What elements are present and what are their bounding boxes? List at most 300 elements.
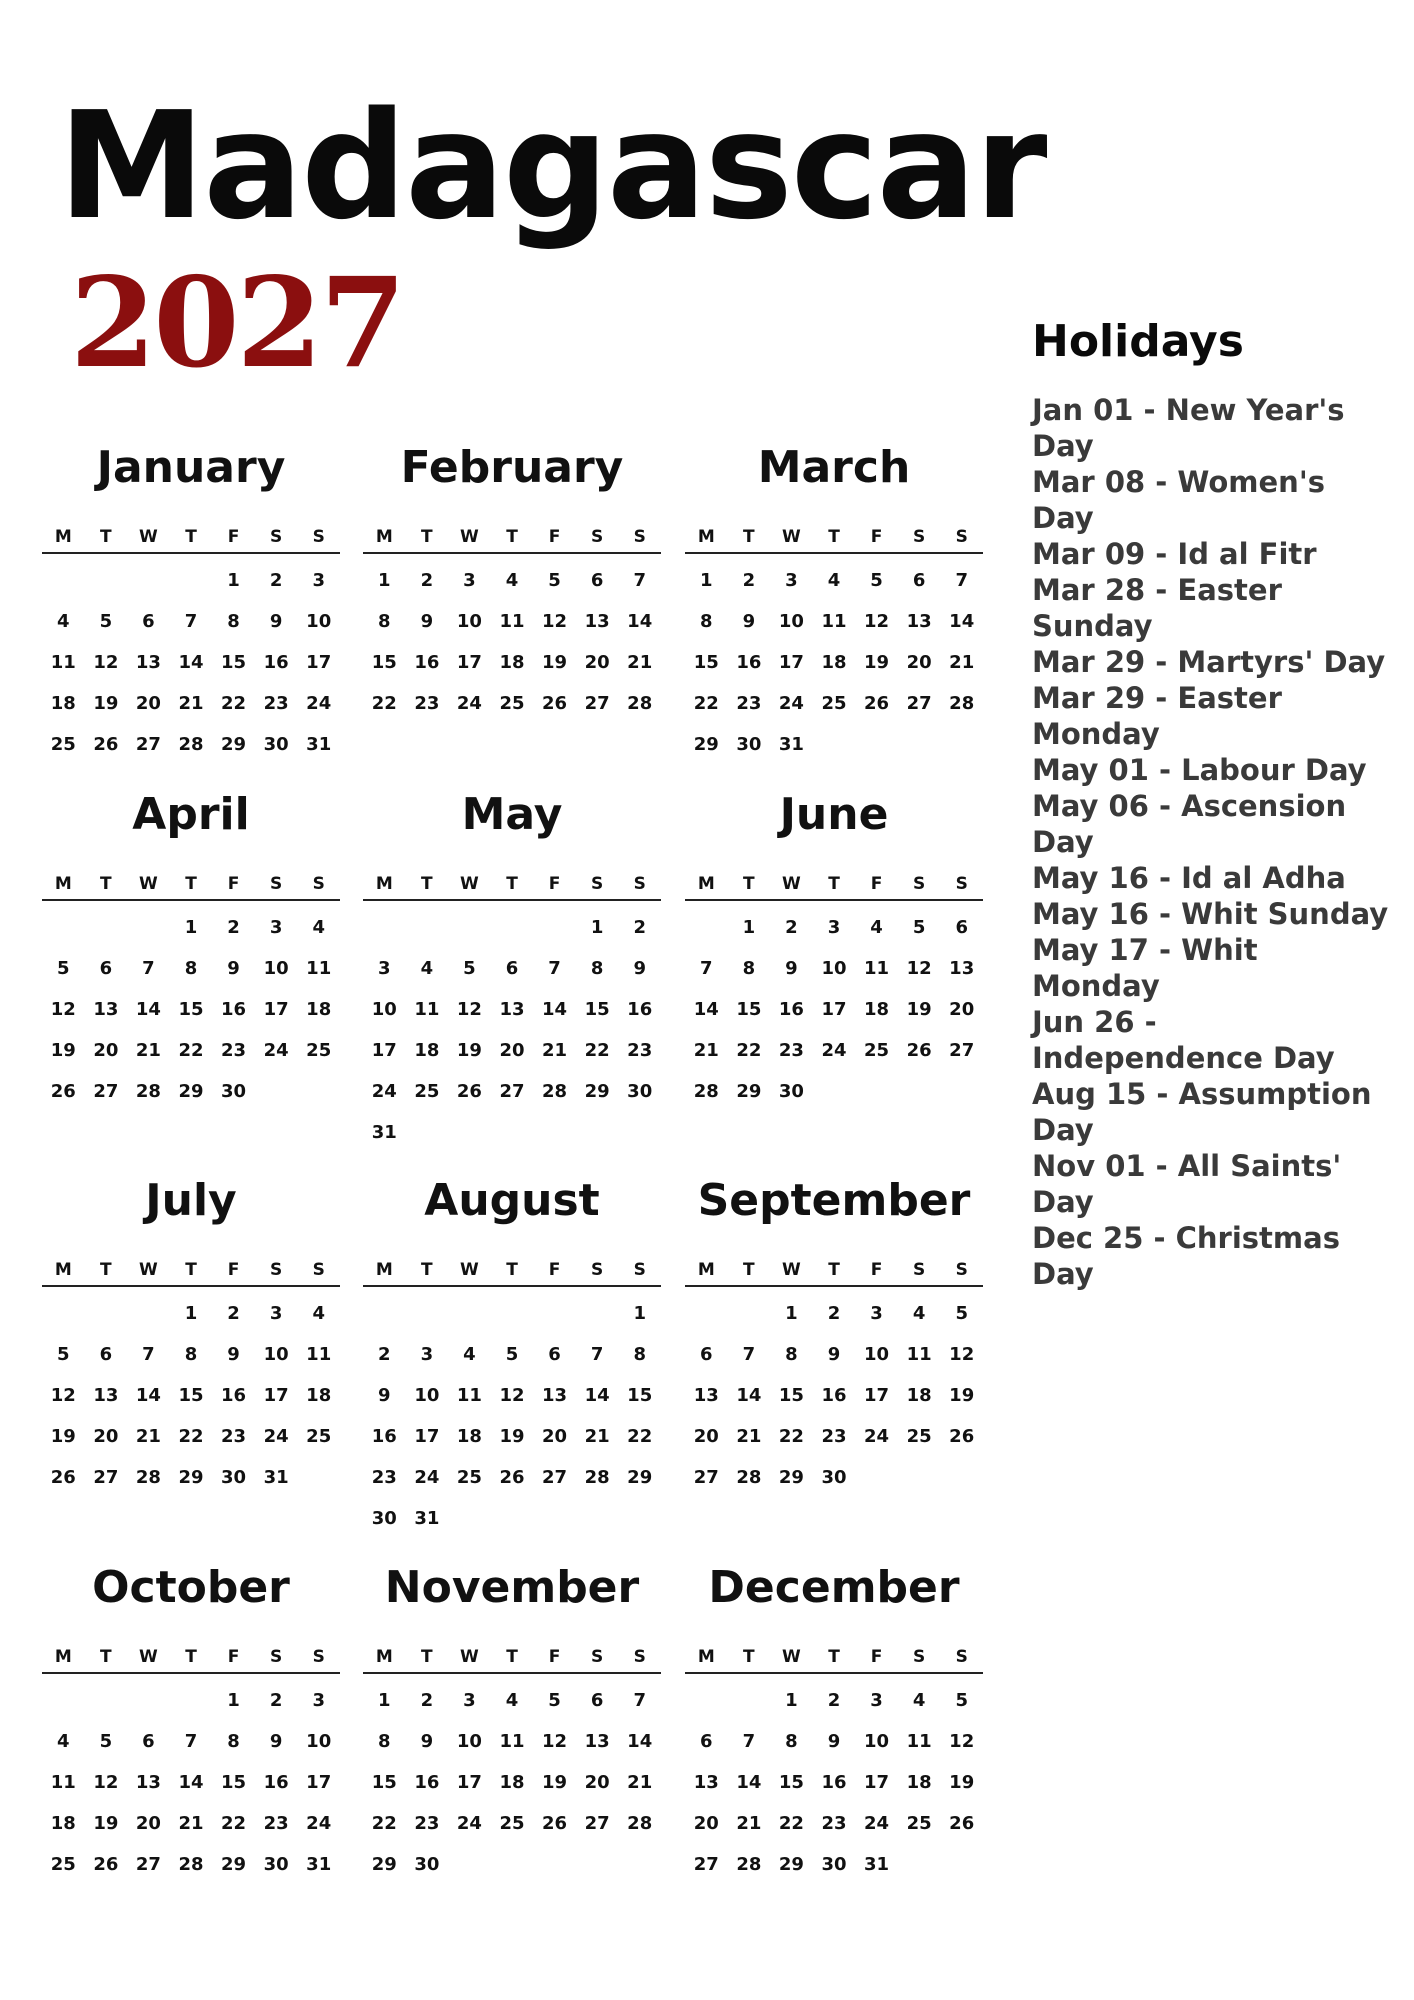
day-cell: 19 [949,1385,975,1406]
day-cell: 10 [456,611,482,632]
day-cell: 18 [306,999,332,1020]
holiday-item: Nov 01 - All Saints' Day [1032,1149,1342,1220]
day-grid [42,1680,340,1885]
day-cell: 26 [50,1467,76,1488]
day-cell: 15 [178,999,204,1020]
day-cell: 11 [50,1772,76,1793]
weekday-header: S [312,1260,325,1280]
day-cell: 21 [693,1040,719,1061]
day-cell: 3 [827,917,841,938]
day-cell: 25 [906,1813,932,1834]
holiday-item: Mar 08 - Women's Day [1032,465,1325,536]
day-cell: 10 [821,958,847,979]
day-cell: 30 [221,1081,247,1102]
day-cell: 11 [50,652,76,673]
day-cell: 15 [693,652,719,673]
day-cell: 2 [827,1303,841,1324]
day-cell: 8 [184,958,198,979]
day-cell: 21 [627,1772,653,1793]
empty-day-cell [363,1293,406,1334]
day-cell: 25 [499,1813,525,1834]
day-cell: 20 [693,1813,719,1834]
day-cell: 18 [50,1813,76,1834]
day-cell: 17 [263,999,289,1020]
day-cell: 9 [827,1344,841,1365]
day-cell: 8 [378,1731,391,1752]
day-cell: 28 [736,1854,762,1875]
weekday-header: T [506,874,518,894]
day-cell: 1 [785,1303,798,1324]
day-cell: 14 [693,999,719,1020]
day-cell: 1 [633,1303,646,1324]
day-cell: 19 [906,999,932,1020]
day-cell: 29 [693,734,719,755]
weekday-header: T [421,874,433,894]
weekday-header-row [685,1255,983,1287]
weekday-header: M [697,1647,715,1667]
empty-day-cell [170,1680,213,1721]
weekday-header: T [100,1260,112,1280]
day-cell: 22 [221,1813,247,1834]
day-cell: 22 [693,693,719,714]
holidays-title: Holidays [1032,316,1244,367]
day-cell: 12 [499,1385,525,1406]
day-cell: 15 [736,999,762,1020]
day-cell: 2 [827,1690,841,1711]
day-cell: 24 [778,693,804,714]
day-cell: 16 [263,652,289,673]
weekday-header: T [185,527,197,547]
day-cell: 18 [306,1385,332,1406]
day-cell: 15 [371,1772,397,1793]
day-cell: 11 [456,1385,482,1406]
month-january [42,440,340,765]
calendar-year: 2027 [70,251,404,396]
day-cell: 4 [463,1344,476,1365]
day-cell: 27 [693,1854,719,1875]
day-cell: 1 [227,1690,240,1711]
day-cell: 6 [142,1731,155,1752]
day-cell: 5 [870,570,883,591]
weekday-header: T [743,1260,755,1280]
day-cell: 28 [135,1081,161,1102]
day-cell: 29 [221,1854,247,1875]
day-cell: 17 [306,652,332,673]
weekday-header: M [54,527,72,547]
day-cell: 3 [463,1690,476,1711]
day-cell: 20 [135,1813,161,1834]
day-grid [42,907,340,1112]
day-cell: 5 [955,1690,968,1711]
weekday-header: S [633,1260,646,1280]
day-cell: 27 [584,1813,610,1834]
day-cell: 1 [184,1303,198,1324]
empty-day-cell [42,1680,85,1721]
day-cell: 16 [221,1385,247,1406]
day-cell: 16 [821,1385,847,1406]
weekday-header: W [782,1260,801,1280]
weekday-header: F [227,1647,240,1667]
day-cell: 22 [221,693,247,714]
weekday-header: S [913,527,926,547]
day-cell: 18 [50,693,76,714]
day-cell: 1 [700,570,713,591]
month-name: July [145,1175,237,1226]
empty-day-cell [728,1680,771,1721]
weekday-header: S [591,874,604,894]
day-cell: 9 [785,958,798,979]
day-cell: 18 [906,1772,932,1793]
day-cell: 9 [378,1385,391,1406]
day-cell: 12 [864,611,890,632]
day-cell: 23 [263,693,289,714]
month-name: June [779,789,889,840]
day-cell: 6 [590,570,604,591]
day-cell: 2 [785,917,798,938]
weekday-header: F [870,874,883,894]
day-cell: 26 [949,1426,975,1447]
day-cell: 19 [456,1040,482,1061]
day-cell: 28 [627,693,653,714]
day-cell: 10 [306,1731,332,1752]
day-cell: 21 [584,1426,610,1447]
day-cell: 3 [463,570,476,591]
day-cell: 13 [949,958,975,979]
empty-day-cell [85,907,128,948]
month-name: November [384,1562,640,1613]
day-cell: 26 [50,1081,76,1102]
day-cell: 24 [456,693,482,714]
day-cell: 7 [142,1344,155,1365]
day-cell: 23 [414,693,440,714]
day-grid [685,1293,983,1498]
empty-day-cell [685,1680,728,1721]
day-cell: 14 [584,1385,610,1406]
day-cell: 28 [178,734,204,755]
day-cell: 8 [785,1344,798,1365]
day-cell: 17 [371,1040,397,1061]
day-cell: 27 [906,693,932,714]
day-cell: 20 [693,1426,719,1447]
day-cell: 1 [227,570,240,591]
day-cell: 10 [778,611,804,632]
day-cell: 25 [306,1426,332,1447]
day-cell: 6 [912,570,926,591]
day-cell: 15 [221,652,247,673]
holiday-item: Jun 26 - Independence Day [1032,1005,1335,1076]
day-cell: 19 [93,693,119,714]
day-cell: 17 [456,652,482,673]
weekday-header: F [227,874,240,894]
day-cell: 20 [906,652,932,673]
weekday-header: S [913,1260,926,1280]
day-cell: 22 [371,1813,397,1834]
day-cell: 28 [693,1081,719,1102]
day-cell: 5 [57,1344,70,1365]
day-cell: 7 [633,1690,646,1711]
weekday-header: T [506,527,518,547]
weekday-header: M [697,874,715,894]
month-june [685,787,983,1112]
empty-day-cell [728,1293,771,1334]
day-cell: 31 [371,1122,397,1143]
day-cell: 18 [456,1426,482,1447]
weekday-header: S [913,1647,926,1667]
holiday-item: Dec 25 - Christmas Day [1032,1221,1340,1292]
holiday-item: Mar 28 - Easter Sunday [1032,573,1282,644]
weekday-header: S [270,527,283,547]
day-cell: 14 [135,1385,161,1406]
weekday-header: W [139,527,158,547]
empty-day-cell [533,907,576,948]
weekday-header: S [270,874,283,894]
day-cell: 25 [50,734,76,755]
day-cell: 3 [870,1303,883,1324]
weekday-header: T [100,527,112,547]
day-cell: 10 [263,958,289,979]
weekday-header: T [743,1647,755,1667]
month-august [363,1173,661,1539]
day-cell: 1 [742,917,756,938]
day-cell: 12 [50,999,76,1020]
day-cell: 5 [955,1303,968,1324]
weekday-header: W [460,527,479,547]
month-april [42,787,340,1112]
day-cell: 25 [499,693,525,714]
day-cell: 20 [949,999,975,1020]
holiday-item: May 06 - Ascension Day [1032,789,1347,860]
day-cell: 6 [99,958,113,979]
day-cell: 2 [227,917,240,938]
day-grid [363,1293,661,1539]
day-cell: 28 [542,1081,568,1102]
month-december [685,1560,983,1885]
day-cell: 11 [306,958,332,979]
day-cell: 20 [584,652,610,673]
day-cell: 19 [93,1813,119,1834]
weekday-header-row [363,1642,661,1674]
weekday-header: T [506,1647,518,1667]
day-cell: 11 [414,999,440,1020]
day-cell: 10 [414,1385,440,1406]
day-cell: 29 [371,1854,397,1875]
empty-day-cell [42,907,85,948]
day-cell: 25 [864,1040,890,1061]
day-cell: 16 [736,652,762,673]
day-grid [685,907,983,1112]
day-cell: 25 [50,1854,76,1875]
day-cell: 21 [135,1040,161,1061]
day-cell: 4 [505,1690,519,1711]
month-name: March [757,442,911,493]
day-cell: 23 [821,1813,847,1834]
month-may [363,787,661,1153]
day-cell: 11 [864,958,890,979]
day-cell: 22 [627,1426,653,1447]
weekday-header: S [312,1647,325,1667]
weekday-header-row [685,1642,983,1674]
page-title: Madagascar [58,80,1046,252]
day-cell: 27 [93,1081,119,1102]
day-cell: 11 [821,611,847,632]
month-march [685,440,983,765]
day-cell: 14 [178,652,204,673]
weekday-header: W [460,874,479,894]
day-grid [685,1680,983,1885]
day-cell: 12 [906,958,932,979]
day-cell: 24 [306,693,332,714]
weekday-header: T [185,1260,197,1280]
day-cell: 24 [263,1426,289,1447]
day-cell: 19 [50,1040,76,1061]
day-cell: 1 [590,917,604,938]
day-cell: 16 [263,1772,289,1793]
empty-day-cell [491,907,534,948]
day-cell: 6 [700,1731,713,1752]
day-cell: 13 [135,1772,161,1793]
weekday-header: M [697,1260,715,1280]
day-cell: 29 [178,1467,204,1488]
day-cell: 24 [456,1813,482,1834]
holiday-list [1032,392,1392,1292]
day-grid [363,1680,661,1885]
day-cell: 7 [548,958,561,979]
day-cell: 23 [371,1467,397,1488]
day-cell: 9 [742,611,756,632]
day-cell: 31 [306,1854,332,1875]
day-cell: 26 [906,1040,932,1061]
day-cell: 27 [542,1467,568,1488]
day-cell: 12 [949,1731,975,1752]
day-cell: 20 [542,1426,568,1447]
day-cell: 23 [736,693,762,714]
day-cell: 10 [306,611,332,632]
day-cell: 24 [821,1040,847,1061]
weekday-header: S [633,527,646,547]
month-name: October [92,1562,290,1613]
day-cell: 25 [414,1081,440,1102]
day-cell: 29 [584,1081,610,1102]
day-cell: 7 [742,1731,756,1752]
weekday-header: F [227,1260,240,1280]
holiday-item: Mar 29 - Martyrs' Day [1032,645,1386,680]
day-cell: 2 [742,570,756,591]
weekday-header: T [100,1647,112,1667]
day-cell: 14 [736,1772,762,1793]
day-cell: 19 [542,1772,568,1793]
weekday-header: W [782,527,801,547]
day-cell: 1 [378,570,391,591]
month-name: January [96,442,286,493]
day-cell: 23 [263,1813,289,1834]
day-cell: 24 [263,1040,289,1061]
day-cell: 15 [178,1385,204,1406]
day-cell: 26 [542,693,568,714]
day-cell: 30 [414,1854,440,1875]
weekday-header: S [270,1647,283,1667]
day-cell: 7 [184,1731,198,1752]
empty-day-cell [533,1293,576,1334]
weekday-header: S [955,1647,968,1667]
day-cell: 5 [99,1731,113,1752]
empty-day-cell [406,907,449,948]
day-cell: 3 [378,958,391,979]
weekday-header: S [591,527,604,547]
empty-day-cell [127,1680,170,1721]
month-name: April [132,789,250,840]
empty-day-cell [170,560,213,601]
day-cell: 8 [700,611,713,632]
day-cell: 5 [99,611,113,632]
day-cell: 22 [778,1813,804,1834]
day-cell: 26 [456,1081,482,1102]
day-cell: 16 [221,999,247,1020]
day-cell: 22 [778,1426,804,1447]
weekday-header: M [375,874,393,894]
weekday-header: T [185,874,197,894]
day-cell: 19 [949,1772,975,1793]
day-grid [363,560,661,724]
day-cell: 9 [420,1731,434,1752]
day-cell: 20 [135,693,161,714]
weekday-header: F [548,527,561,547]
day-cell: 11 [306,1344,332,1365]
day-cell: 17 [456,1772,482,1793]
day-cell: 6 [548,1344,561,1365]
weekday-header: W [460,1647,479,1667]
day-cell: 26 [864,693,890,714]
day-cell: 23 [821,1426,847,1447]
weekday-header: M [375,1260,393,1280]
empty-day-cell [576,1293,619,1334]
day-cell: 25 [906,1426,932,1447]
weekday-header: W [782,874,801,894]
day-cell: 4 [312,1303,325,1324]
day-cell: 22 [584,1040,610,1061]
day-cell: 9 [227,958,240,979]
day-cell: 13 [499,999,525,1020]
day-cell: 3 [312,1690,325,1711]
day-cell: 7 [633,570,646,591]
day-cell: 9 [420,611,434,632]
weekday-header: M [54,874,72,894]
weekday-header-row [363,1255,661,1287]
weekday-header: T [100,874,112,894]
day-cell: 27 [693,1467,719,1488]
month-november [363,1560,661,1885]
day-cell: 18 [906,1385,932,1406]
day-cell: 16 [414,652,440,673]
day-cell: 27 [135,1854,161,1875]
weekday-header: F [870,1260,883,1280]
day-cell: 4 [505,570,519,591]
month-september [685,1173,983,1498]
day-cell: 27 [949,1040,975,1061]
day-cell: 27 [584,693,610,714]
empty-day-cell [127,907,170,948]
day-cell: 18 [414,1040,440,1061]
day-cell: 28 [584,1467,610,1488]
weekday-header: S [633,1647,646,1667]
day-cell: 22 [178,1040,204,1061]
day-cell: 6 [955,917,968,938]
weekday-header: T [828,1260,840,1280]
weekday-header: S [955,1260,968,1280]
day-cell: 15 [371,652,397,673]
holiday-item: May 01 - Labour Day [1032,753,1367,788]
day-cell: 17 [821,999,847,1020]
day-cell: 16 [821,1772,847,1793]
